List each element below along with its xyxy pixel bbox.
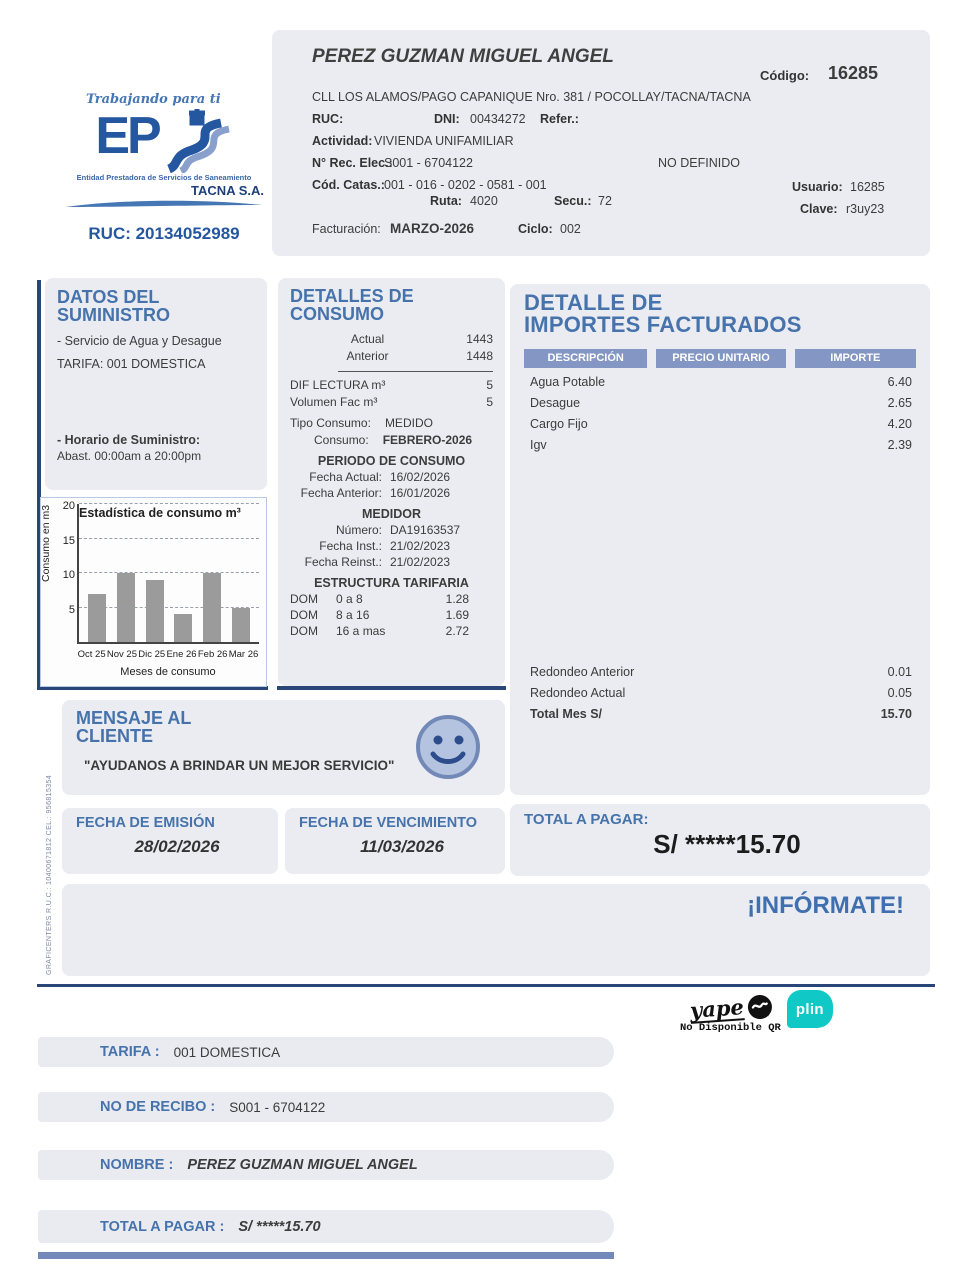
dif-lectura-value: 5: [486, 377, 493, 392]
footer-tarifa-label: TARIFA :: [100, 1044, 160, 1060]
lectura-anterior-value: 1448: [466, 348, 493, 363]
mensaje-title-line1: MENSAJE AL: [76, 708, 192, 728]
actividad-label: Actividad:: [312, 134, 373, 148]
fecha-anterior-value: 16/01/2026: [390, 485, 451, 500]
tipo-consumo-value: MEDIDO: [384, 415, 433, 430]
fecha-inst-value: 21/02/2023: [390, 538, 451, 553]
chart-xtick-label: Mar 26: [228, 649, 259, 660]
footer-nombre-value: PEREZ GUZMAN MIGUEL ANGEL: [187, 1157, 418, 1173]
redondeo-actual-row: [524, 686, 916, 700]
fecha-emision-panel: [62, 808, 278, 874]
fecha-emision-label: FECHA DE EMISIÓN: [76, 815, 215, 831]
total-a-pagar-panel: [510, 804, 930, 876]
footer-row-tarifa: [38, 1037, 614, 1067]
catas-label: Cód. Catas.:: [312, 178, 385, 192]
tarifa-rango: 16 a mas: [336, 623, 386, 638]
fecha-actual-label: Fecha Actual:: [309, 469, 382, 484]
medidor-numero-value: DA19163537: [390, 522, 461, 537]
total-mes-value: 15.70: [880, 707, 912, 721]
river-s-faucet-icon: [159, 107, 233, 178]
rec-elec-label: N° Rec. Elec.:: [312, 156, 393, 170]
table-row: [524, 417, 916, 431]
redondeo-anterior-label: Redondeo Anterior: [530, 665, 635, 679]
importe-value: 2.65: [887, 395, 912, 410]
chart-bar: [146, 580, 164, 642]
tarifa-row: [290, 624, 493, 638]
fecha-vencimiento-label: FECHA DE VENCIMIENTO: [299, 815, 478, 831]
estructura-tarifaria-title: ESTRUCTURA TARIFARIA: [314, 575, 469, 590]
logo-subtitle: Entidad Prestadora de Servicios de Saneamiento: [76, 173, 252, 182]
consumo-title-line2: CONSUMO: [290, 304, 384, 325]
consumo-bottom-line: [277, 686, 506, 690]
medidor-numero-label: Número:: [335, 522, 382, 537]
qr-unavailable-note: No Disponible QR: [680, 1022, 781, 1034]
bottom-blue-bar: [38, 1252, 614, 1259]
volumen-fac-value: 5: [486, 394, 493, 409]
chart-bars: [79, 504, 259, 642]
importe-value: 6.40: [887, 374, 912, 389]
tarifa-tipo: DOM: [290, 591, 318, 606]
refer-label: Refer.:: [540, 112, 579, 126]
yape-logo-text: yape: [689, 994, 745, 1023]
lectura-anterior-label: Anterior: [346, 348, 389, 363]
fecha-vencimiento-value: 11/03/2026: [360, 836, 444, 856]
importes-title-line1: DETALLE DE: [524, 290, 663, 315]
total-mes-label: Total Mes S/: [530, 707, 603, 721]
chart-bar: [117, 573, 135, 642]
chart-bar: [203, 573, 221, 642]
chart-bar: [174, 614, 192, 642]
ruta-label: Ruta:: [430, 194, 462, 208]
suministro-servicio: - Servicio de Agua y Desague: [57, 333, 222, 348]
informate-panel: [62, 884, 930, 976]
footer-nombre-label: NOMBRE :: [100, 1157, 174, 1173]
total-mes-row: [524, 707, 916, 721]
consumo-panel: [278, 278, 505, 686]
codigo-value: 16285: [828, 63, 879, 83]
logo-company: TACNA S.A.: [191, 183, 264, 198]
footer-tarifa-value: 001 DOMESTICA: [173, 1044, 281, 1060]
plin-logo: plin: [787, 990, 833, 1028]
actividad-value: VIVIENDA UNIFAMILIAR: [374, 134, 514, 148]
footer-row-nombre: [38, 1150, 614, 1180]
tarifa-tipo: DOM: [290, 623, 318, 638]
dif-lectura-label: DIF LECTURA m³: [290, 377, 386, 392]
redondeo-actual-value: 0.05: [887, 686, 912, 700]
logo-ep-text: EP: [95, 107, 159, 165]
table-row: [524, 438, 916, 452]
redondeo-actual-label: Redondeo Actual: [530, 686, 626, 700]
chart-ytick-label: 10: [62, 569, 75, 581]
suministro-horario-value: Abast. 00:00am a 20:00pm: [57, 448, 202, 463]
importes-totals: [524, 658, 916, 721]
tarifa-precio: 1.69: [445, 607, 469, 622]
chart-ytick-label: 20: [62, 500, 75, 512]
lectura-separator: [338, 371, 493, 372]
fecha-actual-value: 16/02/2026: [390, 469, 451, 484]
catas-value: 001 - 016 - 0202 - 0581 - 001: [384, 178, 547, 192]
importes-title-line2: IMPORTES FACTURADOS: [524, 312, 802, 338]
mensaje-text: "AYUDANOS A BRINDAR UN MEJOR SERVICIO": [84, 757, 395, 773]
secu-value: 72: [598, 194, 612, 208]
smiley-face-icon: [415, 714, 481, 785]
chart-bar: [232, 608, 250, 643]
importe-desc: Cargo Fijo: [530, 416, 588, 431]
chart-plot: [62, 500, 259, 644]
codigo-label: Código:: [760, 68, 810, 83]
tarifa-tipo: DOM: [290, 607, 318, 622]
chart-ytick-label: 5: [68, 603, 75, 616]
importes-table-header: [524, 349, 916, 368]
column-descripcion: DESCRIPCIÓN: [524, 349, 647, 368]
fecha-emision-value: 28/02/2026: [134, 836, 220, 856]
ciclo-label: Ciclo:: [518, 222, 553, 236]
customer-address: CLL LOS ALAMOS/PAGO CAPANIQUE Nro. 381 / POCOLLAY/TACNA/TACNA: [312, 90, 751, 104]
importes-panel: [510, 284, 930, 795]
chart-bar: [88, 594, 106, 642]
fecha-anterior-label: Fecha Anterior:: [300, 485, 382, 500]
lectura-actual-value: 1443: [466, 331, 493, 346]
chart-y-axis-label: Consumo en m3: [40, 504, 52, 582]
column-importe: IMPORTE: [795, 349, 916, 368]
lectura-actual-label: Actual: [350, 331, 385, 346]
mensaje-title-line2: CLIENTE: [76, 726, 154, 747]
chart-xtick-label: Dic 25: [138, 649, 166, 660]
footer-row-recibo: [38, 1092, 614, 1122]
consumo-mes-value: FEBRERO-2026: [382, 432, 473, 447]
importes-title: [524, 292, 916, 337]
consumption-chart: [40, 497, 267, 687]
suministro-horario-label: - Horario de Suministro:: [57, 432, 201, 447]
importe-value: 4.20: [887, 416, 912, 431]
chart-xtick-label: Nov 25: [106, 649, 137, 660]
fecha-inst-label: Fecha Inst.:: [319, 538, 382, 553]
no-definido-text: NO DEFINIDO: [658, 156, 740, 170]
footer-recibo-label: NO DE RECIBO :: [100, 1099, 216, 1115]
importe-desc: Desague: [530, 395, 581, 410]
importe-desc: Agua Potable: [530, 374, 606, 389]
secu-label: Secu.:: [554, 194, 592, 208]
customer-name: PEREZ GUZMAN MIGUEL ANGEL: [312, 46, 614, 67]
eps-logo: [58, 107, 270, 171]
customer-header-panel: [272, 30, 930, 256]
importe-desc: Igv: [530, 437, 547, 452]
redondeo-anterior-value: 0.01: [887, 665, 912, 679]
total-a-pagar-label: TOTAL A PAGAR:: [524, 811, 649, 828]
facturacion-label: Facturación:: [312, 222, 381, 236]
usuario-value: 16285: [850, 180, 885, 194]
fecha-vencimiento-panel: [285, 808, 505, 874]
logo-tagline: Trabajando para ti: [86, 92, 221, 107]
column-precio-unitario: PRECIO UNITARIO: [656, 349, 785, 368]
printer-credit-vertical-text: GRAFICENTERS R.U.C.: 10400671812 CEL.: 956815354: [46, 774, 53, 975]
logo-swoosh: [64, 199, 264, 211]
consumo-title: [290, 287, 493, 324]
tarifa-rango: 0 a 8: [336, 591, 363, 606]
tarifa-row: [290, 592, 493, 606]
tarifa-precio: 2.72: [445, 623, 469, 638]
medidor-title: MEDIDOR: [361, 506, 422, 521]
yape-logo: [689, 993, 773, 1025]
facturacion-value: MARZO-2026: [390, 221, 475, 236]
yape-badge-icon: [746, 993, 774, 1021]
suministro-title: [57, 288, 255, 325]
suministro-title-line1: DATOS DEL: [57, 287, 160, 307]
rec-elec-value: S001 - 6704122: [384, 156, 473, 170]
total-a-pagar-value: S/ *****15.70: [653, 829, 801, 860]
tipo-consumo-label: Tipo Consumo:: [290, 415, 371, 430]
suministro-panel: [45, 278, 267, 490]
tarifa-row: [290, 608, 493, 622]
clave-label: Clave:: [800, 202, 838, 216]
tarifa-rango: 8 a 16: [336, 607, 370, 622]
informate-text: ¡INFÓRMATE!: [747, 892, 904, 919]
dni-value: 00434272: [470, 112, 526, 126]
logo-ruc: RUC: 20134052989: [88, 224, 240, 243]
consumo-mes-label: Consumo:: [314, 432, 369, 447]
footer-total-value: S/ *****15.70: [238, 1218, 321, 1235]
dni-label: DNI:: [434, 112, 460, 126]
footer-row-total: [38, 1210, 614, 1243]
table-row: [524, 375, 916, 389]
table-row: [524, 396, 916, 410]
chart-xtick-label: Ene 26: [166, 649, 197, 660]
footer-separator-line: [37, 984, 935, 987]
fecha-reinst-label: Fecha Reinst.:: [304, 554, 382, 569]
clave-value: r3uy23: [846, 202, 885, 216]
footer-total-label: TOTAL A PAGAR :: [100, 1218, 225, 1235]
footer-recibo-value: S001 - 6704122: [229, 1099, 326, 1115]
fecha-reinst-value: 21/02/2023: [390, 554, 451, 569]
redondeo-anterior-row: [524, 665, 916, 679]
importe-value: 2.39: [887, 437, 912, 452]
usuario-label: Usuario:: [792, 180, 843, 194]
volumen-fac-label: Volumen Fac m³: [290, 394, 378, 409]
chart-xtick-label: Feb 26: [197, 649, 228, 660]
suministro-tarifa: TARIFA: 001 DOMESTICA: [57, 356, 206, 371]
suministro-title-line2: SUMINISTRO: [57, 305, 171, 326]
ruc-label: RUC:: [312, 112, 344, 126]
eps-logo-block: [58, 92, 270, 244]
ciclo-value: 002: [560, 222, 581, 236]
chart-ytick-label: 15: [62, 534, 75, 547]
ruta-value: 4020: [470, 194, 498, 208]
chart-title: Estadística de consumo m³: [79, 506, 241, 520]
chart-xlabels: [77, 649, 259, 660]
chart-x-axis-label: Meses de consumo: [120, 666, 216, 678]
chart-xtick-label: Oct 25: [77, 649, 106, 660]
mensaje-panel: [62, 700, 505, 795]
periodo-consumo-title: PERIODO DE CONSUMO: [317, 453, 466, 468]
tarifa-precio: 1.28: [445, 591, 469, 606]
consumo-title-line1: DETALLES DE: [290, 286, 414, 306]
